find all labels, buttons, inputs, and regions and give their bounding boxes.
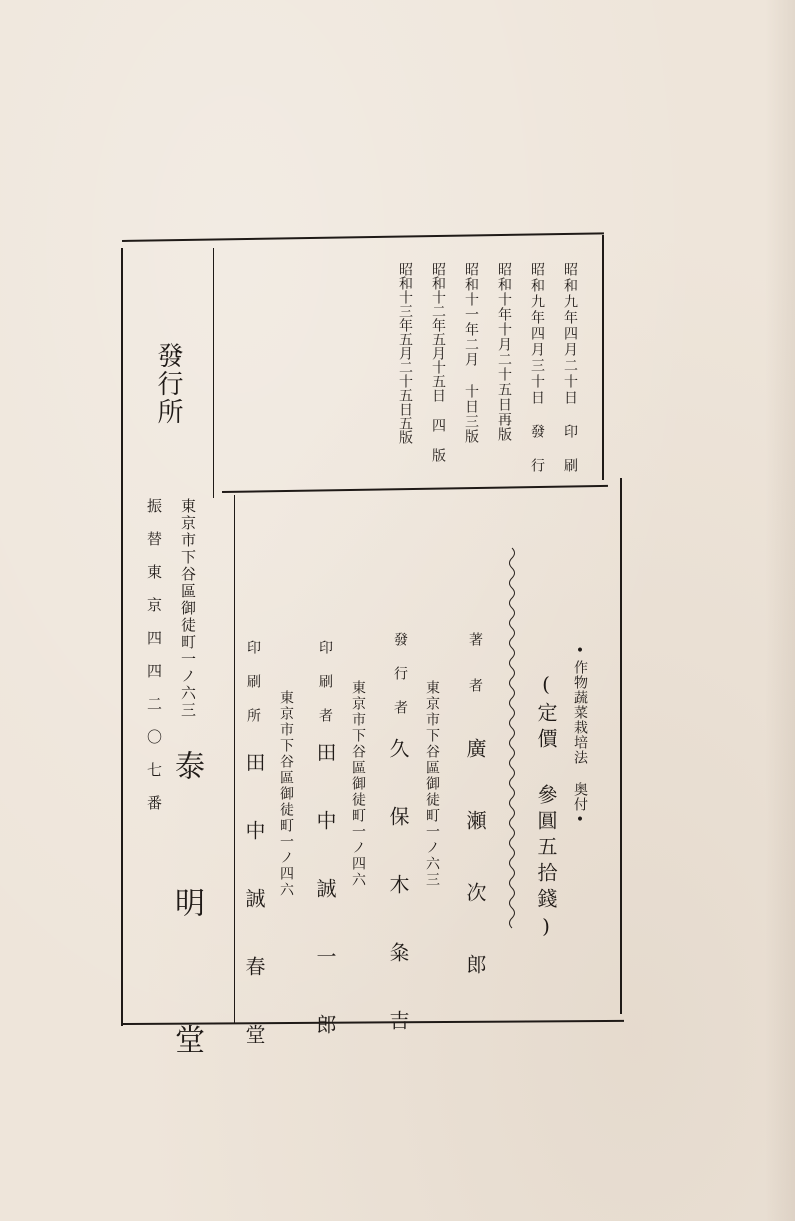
frame-right-line-upper	[602, 235, 604, 480]
frame-inner-divider-lower	[234, 495, 235, 1023]
wavy-separator	[505, 548, 519, 928]
publisher-label: 發 行 者	[392, 632, 408, 716]
date-print: 昭和九年四月二十日 印 刷	[562, 262, 578, 474]
date-fourth-edition: 昭和十二年五月十五日 四 版	[430, 262, 446, 462]
frame-left-line	[121, 248, 123, 1026]
frame-inner-divider	[213, 248, 214, 498]
date-fifth-edition: 昭和十三年五月二十五日五版	[397, 262, 413, 444]
issuer-transfer-account: 振 替 東 京 四 四 二 〇 七 番	[145, 498, 163, 810]
date-issue: 昭和九年四月三十日 發 行	[529, 262, 545, 474]
date-third-edition: 昭和十一年二月 十日三版	[463, 262, 479, 444]
publisher-address: 東京市下谷區御徒町一ノ六三	[424, 680, 440, 888]
printing-office-address: 東京市下谷區御徒町一ノ四六	[278, 690, 294, 898]
page-edge-shadow	[765, 0, 795, 1221]
frame-right-line-lower	[620, 478, 622, 1014]
issuer-label: 發行所	[153, 342, 183, 426]
date-second-edition: 昭和十年十月二十五日再版	[496, 262, 512, 442]
issuer-name: 泰 明 堂	[169, 750, 204, 1090]
author-name: 廣 瀬 次 郎	[463, 738, 487, 988]
book-title: •作物蔬菜栽培法 奥付•	[572, 643, 588, 829]
publisher-name: 久 保 木 粂 吉	[386, 738, 410, 1042]
printer-label: 印 刷 者	[317, 640, 333, 724]
printing-office-name: 田 中 誠 春 堂	[242, 752, 266, 1056]
printer-name: 田 中 誠 一 郎	[313, 742, 337, 1046]
issuer-address: 東京市下谷區御徒町一ノ六三	[179, 498, 197, 719]
price: (定價 參圓五拾錢)	[534, 672, 558, 944]
printer-address: 東京市下谷區御徒町一ノ四六	[350, 680, 366, 888]
printing-office-label: 印 刷 所	[245, 640, 261, 724]
author-label: 著 者	[467, 632, 483, 700]
